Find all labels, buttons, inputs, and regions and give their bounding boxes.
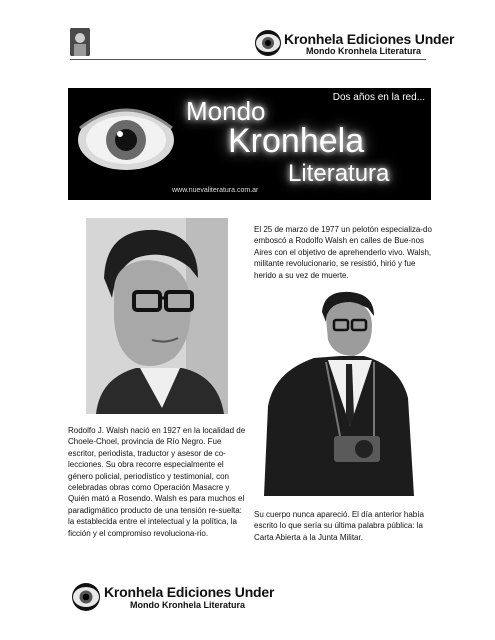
header-portrait-thumbnail (70, 28, 90, 56)
capture-paragraph: El 25 de marzo de 1977 un pelotón especializa-do emboscó a Rodolfo Walsh en calles de Bue-nos Aires con el objetivo de aprehenderlo vivo. Walsh, militante revolucionario, se resistió, hirió y fue herido a su vez de muerte. (254, 225, 432, 280)
closing-paragraph: Su cuerpo nunca apareció. El día anterior había escrito lo que sería su última palabra pública: la Carta Abierta a la Junta Militar. (254, 510, 424, 542)
footer-logo-eye-icon (72, 583, 100, 611)
header-divider (70, 59, 426, 60)
header-logo-eye-icon (255, 30, 281, 56)
banner-tagline: Dos años en la red... (332, 92, 425, 103)
header-logo-subtitle: Mondo Kronhela Literatura (306, 46, 422, 56)
mondo-kronhela-banner (68, 88, 431, 200)
banner-word-mondo: Mondo (186, 96, 266, 126)
biography-paragraph: Rodolfo J. Walsh nació en 1927 en la localidad de Choele-Choel, provincia de Río Negro. Fue escritor, periodista, traductor y asesor de co-lecciones. Su obra recorre especialmente el género policial, periodístico y testimonial, con celebradas obras como Operación Masacre y Quién mató a Rosendo. Walsh es para muchos el paradigmático producto de una tensión re-suelta: la establecida entre el intelectual y la política, la ficción y el compromiso revoluciona-rio. (68, 426, 246, 538)
banner-word-kronhela: Kronhela (228, 122, 365, 160)
header-logo-title: Kronhela Ediciones Under (284, 31, 455, 47)
walsh-portrait-photo (86, 218, 228, 414)
banner-url: www.nuevaliteratura.com.ar (172, 187, 259, 194)
footer-logo-subtitle: Mondo Kronhela Literatura (130, 600, 246, 610)
footer-logo-title: Kronhela Ediciones Under (104, 584, 275, 600)
banner-word-literatura: Literatura (288, 160, 390, 187)
banner-eye-icon (76, 98, 176, 178)
walsh-standing-photo (254, 286, 424, 496)
